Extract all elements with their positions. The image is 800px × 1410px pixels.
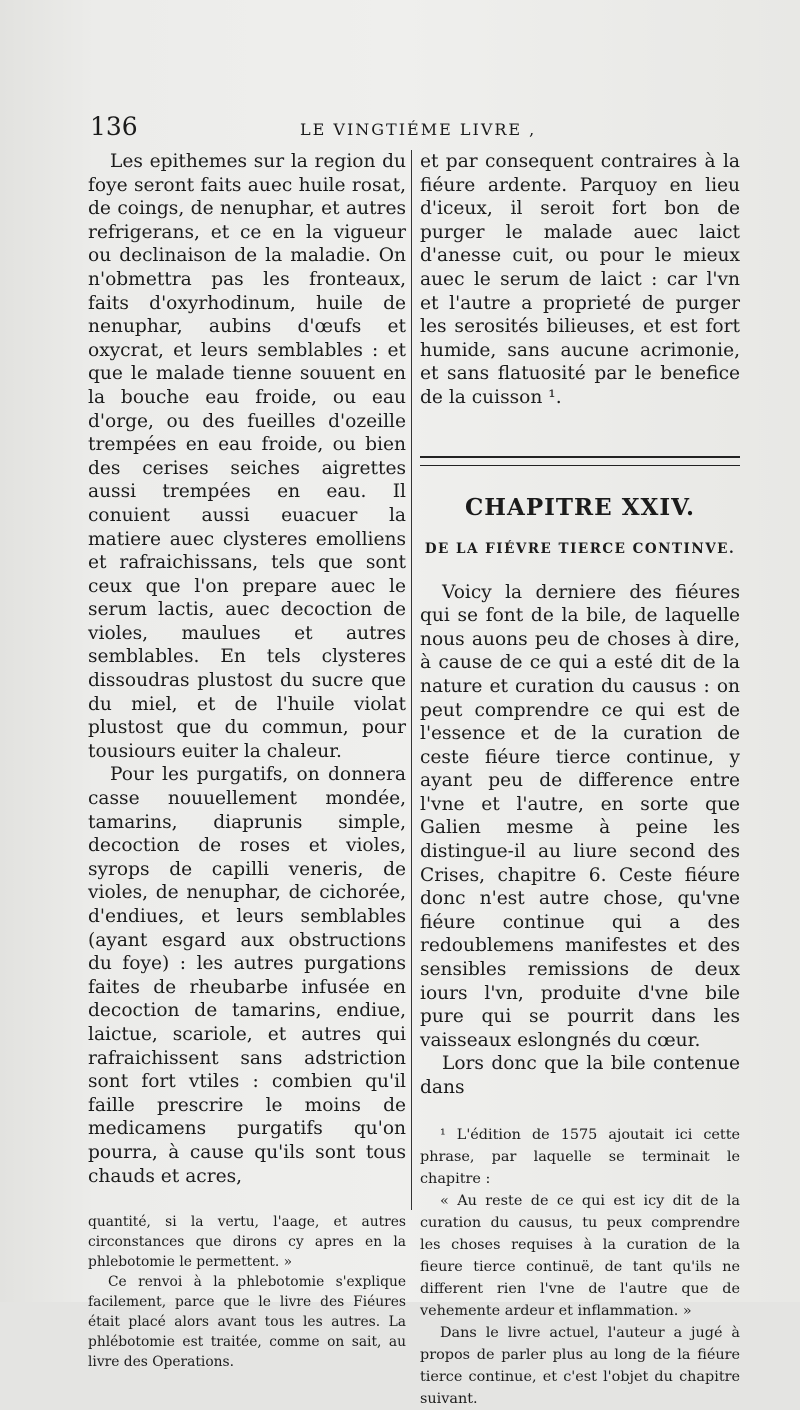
right-column — [420, 150, 740, 1410]
left-paragraph-2: Pour les purgatifs, on donnera casse nouuellement mondée, tamarins, diaprunis simple, decoction de roses et violes, syrops de capilli veneris, de violes, de nenuphar, de cichorée, d'endiues, et leurs semblables (ayant esgard aux obstructions du foye) : les autres purgations faites de rheubarbe infusée en decoction de tamarins, endiue, laictue, scariole, et autres qui rafraichissent sans adstriction sont fort vtiles : combien qu'il faille prescrire le moins de medicamens purgatifs qu'on pourra, à cause qu'ils sont tous chauds et acres, — [88, 764, 406, 1187]
running-title: LE VINGTIÉME LIVRE , — [300, 120, 537, 139]
right-footnote-2: « Au reste de ce qui est icy dit de la curation du causus, tu peux comprendre les choses requises à la curation de la fieure tierce continuë, de tant qu'ils ne different rien l'vne de l'autre que de vehemente ardeur et inflammation. » — [420, 1192, 740, 1319]
left-footnote-1: quantité, si la vertu, l'aage, et autres circonstances que dirons cy apres en la phlebotomie le permettent. » — [88, 1214, 406, 1271]
right-footnote-3: Dans le livre actuel, l'auteur a jugé à propos de parler plus au long de la fiéure tierce continue, et c'est l'objet du chapitre suivant. — [420, 1324, 740, 1407]
page-number: 136 — [90, 112, 138, 141]
chapter-paragraph-1: Voicy la derniere des fiéures qui se font de la bile, de laquelle nous auons peu de choses à dire, à cause de ce qui a esté dit de la nature et curation du causus : on peut comprendre ce qui est de l'essence et de la curation de ceste fiéure tierce continue, y ayant peu de difference entre l'vne et l'autre, en sorte que Galien mesme à peine les distingue-il au liure second des Crises, chapitre 6. Ceste fiéure donc n'est autre chose, qu'vne fiéure continue qui a des redoublemens manifestes et des sensibles remissions de deux iours l'vn, produite d'vne bile pure qui se pourrit dans les vaisseaux eslongnés du cœur. — [420, 581, 740, 1051]
left-footnotes — [88, 1212, 406, 1372]
chapter-subtitle: DE LA FIÉVRE TIERCE CONTINVE. — [424, 540, 736, 557]
left-column — [88, 150, 406, 1372]
right-footnotes — [420, 1124, 740, 1410]
right-footnote-1: ¹ L'édition de 1575 ajoutait ici cette phrase, par laquelle se terminait le chapitre : — [420, 1126, 740, 1187]
right-paragraph-continued: et par consequent contraires à la fiéure ardente. Parquoy en lieu d'iceux, il seroit fort bon de purger le malade auec laict d'anesse cuit, ou pour le mieux auec le serum de laict : car l'vn et l'autre a proprieté de purger les serosités bilieuses, et est fort humide, sans aucune acrimonie, et sans flatuosité par le benefice de la cuisson ¹. — [420, 151, 740, 408]
chapter-body — [420, 581, 740, 1100]
section-rule — [420, 456, 740, 466]
chapter-paragraph-2: Lors donc que la bile contenue dans — [420, 1053, 740, 1098]
chapter-title: CHAPITRE XXIV. — [465, 493, 695, 521]
left-footnote-2: Ce renvoi à la phlebotomie s'explique facilement, parce que le livre des Fiéures était placé alors avant tous les autres. La phlébotomie est traitée, comme on sait, au livre des Operations. — [88, 1274, 406, 1371]
page-header — [90, 112, 770, 152]
column-divider — [411, 150, 412, 1210]
left-paragraph-1: Les epithemes sur la region du foye seront faits auec huile rosat, de coings, de nenuphar, et autres refrigerans, et ce en la vigueur ou declinaison de la maladie. On n'obmettra pas les fronteaux, faits d'oxyrhodinum, huile de nenuphar, aubins d'œufs et oxycrat, et leurs semblables : et que le malade tienne souuent en la bouche eau froide, ou eau d'orge, ou des fueilles d'ozeille trempées en eau froide, ou bien des cerises seiches aigrettes aussi trempées en eau. Il conuient aussi euacuer la matiere auec clysteres emolliens et rafraichissans, tels que sont ceux que l'on prepare auec le serum lactis, auec decoction de violes, maulues et autres semblables. En tels clysteres dissoudras plustost du sucre que du miel, et de l'huile violat plustost que du commun, pour tousiours euiter la chaleur. — [88, 151, 406, 762]
